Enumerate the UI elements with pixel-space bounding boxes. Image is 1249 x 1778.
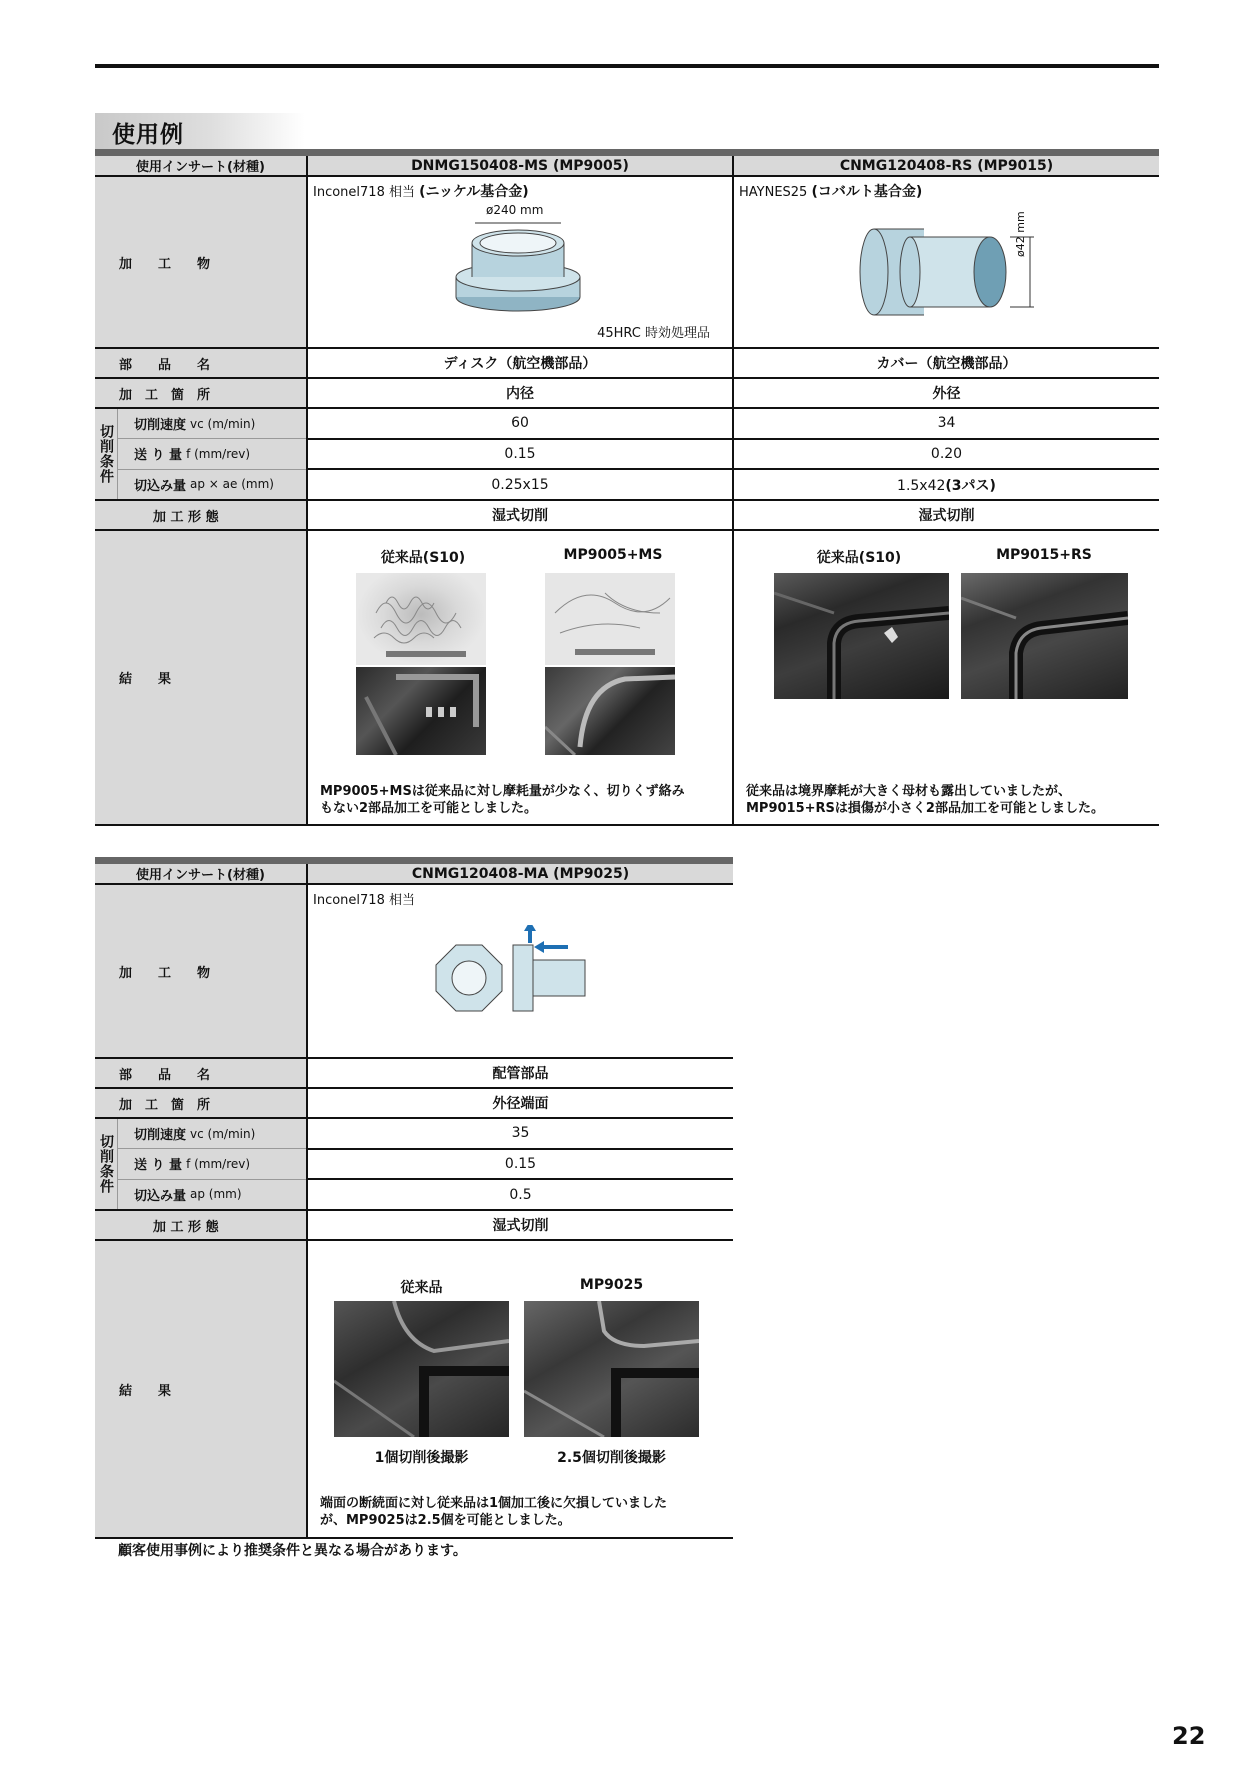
feed-label-2: [118, 1149, 306, 1179]
tool-photo-mp9015: [961, 573, 1128, 699]
depth-2: [733, 469, 1159, 500]
feed-label: [118, 439, 306, 469]
machining-area-3: 外径端面: [307, 1088, 733, 1118]
coolant-row: [95, 500, 1159, 530]
machining-area-label-2-text: 加 工 箇 所: [119, 1097, 211, 1113]
workpiece-row: [95, 176, 1159, 348]
result-comment-1-line-1: MP9005+MSは従来品に対し摩耗量が少なく、切りくず絡み: [320, 784, 685, 799]
depth-label-2-text: 切込み量: [134, 1188, 187, 1204]
workpiece-label: [95, 176, 307, 348]
coolant-label-text: 加 工 形 態: [153, 509, 219, 525]
photo-label-conventional-3: 従来品: [400, 1280, 443, 1296]
workpiece-material-1: [313, 181, 529, 201]
result-cell-1: [307, 530, 733, 825]
feed-unit: f (mm/rev): [186, 446, 251, 461]
machining-area-1: 内径: [307, 378, 733, 408]
section-title: 使用例: [112, 122, 184, 148]
depth-3: 0.5: [307, 1179, 733, 1210]
depth-unit-2: ap (mm): [190, 1187, 242, 1202]
material-note-2: (コバルト基合金): [811, 184, 923, 200]
part-name-label-2: [95, 1058, 307, 1088]
depth-label-text: 切込み量: [134, 478, 187, 494]
coolant-3: 湿式切削: [307, 1210, 733, 1240]
feed-label-text: 送 り 量: [134, 448, 183, 464]
part-name-1: ディスク（航空機部品）: [307, 348, 733, 378]
photo-label-mp9005: MP9005+MS: [563, 547, 663, 563]
insert-cnmg-ma: CNMG120408-MA (MP9025): [307, 861, 733, 885]
disk-illustration: [448, 215, 588, 315]
section-title-bar: [95, 113, 305, 149]
result-cell-2: [733, 530, 1159, 825]
part-name-3: 配管部品: [307, 1058, 733, 1088]
workpiece-cell-3: [307, 884, 733, 1058]
part-name-row: [95, 348, 1159, 378]
chip-photo-mp9005: [545, 573, 675, 665]
footnote: 顧客使用事例により推奨条件と異なる場合があります。: [118, 1543, 467, 1559]
result-comment-3-line-1: 端面の断続面に対し従来品は1個加工後に欠損していました: [320, 1496, 668, 1511]
depth-label-2: [118, 1180, 306, 1209]
vc-1: 60: [307, 408, 733, 439]
cutting-speed-unit-2: vc (m/min): [190, 1126, 256, 1141]
cutting-speed-label-text: 切削速度: [134, 418, 187, 434]
result-label-2-text: 結 果: [119, 1383, 172, 1399]
pipe-part-illustration: [418, 925, 598, 1035]
result-row-2: [95, 1240, 733, 1538]
depth-label: [118, 470, 306, 499]
result-cell-3: [307, 1240, 733, 1538]
machining-area-label-text: 加 工 箇 所: [119, 387, 211, 403]
vc-3: 35: [307, 1118, 733, 1149]
vc-2: 34: [733, 408, 1159, 439]
insert-cnmg-rs: CNMG120408-RS (MP9015): [733, 153, 1159, 177]
tool-photo-conventional-2: [774, 573, 949, 699]
photo-label-conventional-2: 従来品(S10): [816, 550, 902, 566]
result-label-2: [95, 1240, 307, 1538]
f-2: 0.20: [733, 439, 1159, 470]
feed-label-2-text: 送 り 量: [134, 1158, 183, 1174]
result-comment-3-line-2: が、MP9025は2.5個を可能としました。: [320, 1513, 571, 1528]
result-label-text: 結 果: [119, 672, 172, 687]
part-name-label: [95, 348, 307, 378]
insert-dnmg: DNMG150408-MS (MP9005): [307, 153, 733, 177]
cutting-conditions-vertical-2: [95, 1119, 118, 1209]
photo-label-conventional-1: 従来品(S10): [380, 550, 466, 566]
cutting-speed-label: [118, 409, 306, 439]
insert-label: 使用インサート(材種): [95, 153, 307, 177]
coolant-2: 湿式切削: [733, 500, 1159, 530]
cutting-speed-label-2-text: 切削速度: [134, 1128, 187, 1144]
cutting-conditions-2-text: 切削条件: [98, 1134, 114, 1194]
result-comment-3: [320, 1495, 667, 1529]
caption-mp9025: 2.5個切削後撮影: [557, 1450, 666, 1466]
result-comment-2-line-1: 従来品は境界摩耗が大きく母材も露出していましたが、: [746, 784, 1072, 799]
result-label: [95, 530, 307, 825]
usage-table-1: [95, 149, 1159, 826]
insert-label-2: 使用インサート(材種): [95, 861, 307, 885]
coolant-label-2-text: 加 工 形 態: [153, 1219, 219, 1235]
depth-unit: ap × ae (mm): [190, 477, 274, 492]
machining-area-label: [95, 378, 307, 408]
cutting-speed-row-2: [95, 1118, 733, 1149]
workpiece-row-2: [95, 884, 733, 1058]
cutting-conditions-label: [95, 408, 307, 500]
workpiece-label-2: [95, 884, 307, 1058]
workpiece-cell-2: [733, 176, 1159, 348]
feed-unit-2: f (mm/rev): [186, 1156, 251, 1171]
tool-photo-conventional-3: [334, 1301, 509, 1437]
depth-2-value: 1.5x42: [897, 477, 946, 494]
coolant-label-2: [95, 1210, 307, 1240]
cutting-conditions-label-2: [95, 1118, 307, 1210]
disk-dimension: ø240 mm: [486, 203, 544, 217]
photo-label-mp9025: MP9025: [579, 1277, 644, 1293]
workpiece-material-3: Inconel718 相当: [313, 893, 415, 908]
material-name-2: HAYNES25: [739, 185, 808, 200]
workpiece-label-2-text: 加 工 物: [119, 965, 211, 981]
result-comment-2: [746, 783, 1104, 817]
result-comment-2-line-2: MP9015+RSは損傷が小さく2部品加工を可能としました。: [746, 801, 1104, 816]
f-1: 0.15: [307, 439, 733, 470]
cover-dimension: ø42 mm: [1014, 211, 1027, 257]
machining-area-row-2: [95, 1088, 733, 1118]
page-number: 22: [1172, 1722, 1206, 1750]
coolant-label: [95, 500, 307, 530]
chip-photo-conventional: [356, 573, 486, 665]
machining-area-2: 外径: [733, 378, 1159, 408]
tool-photo-mp9005: [545, 667, 675, 755]
depth-1: 0.25x15: [307, 469, 733, 500]
photo-label-mp9015: MP9015+RS: [996, 547, 1092, 563]
cutting-conditions-text: 切削条件: [98, 424, 114, 484]
part-name-label-2-text: 部 品 名: [119, 1067, 211, 1083]
result-comment-1: [320, 783, 685, 817]
part-name-row-2: [95, 1058, 733, 1088]
f-3: 0.15: [307, 1149, 733, 1180]
treatment-note: 45HRC 時効処理品: [597, 326, 710, 341]
workpiece-cell-1: [307, 176, 733, 348]
workpiece-material-2: [739, 181, 922, 201]
usage-table-2: [95, 857, 733, 1539]
machining-area-label-2: [95, 1088, 307, 1118]
insert-row-2: [95, 861, 733, 885]
cutting-speed-unit: vc (m/min): [190, 416, 256, 431]
workpiece-label-text: 加 工 物: [119, 256, 211, 272]
top-rule: [95, 64, 1159, 68]
tool-photo-conventional: [356, 667, 486, 755]
depth-2-note: (3パス): [945, 477, 996, 494]
material-note-1: (ニッケル基合金): [419, 184, 529, 200]
machining-area-row: [95, 378, 1159, 408]
cutting-speed-label-2: [118, 1119, 306, 1149]
result-row: [95, 530, 1159, 825]
material-name-1: Inconel718 相当: [313, 185, 415, 200]
tool-photo-mp9025: [524, 1301, 699, 1437]
part-name-label-text: 部 品 名: [119, 357, 211, 373]
cutting-conditions-vertical: [95, 409, 118, 499]
insert-row: [95, 153, 1159, 177]
result-comment-1-line-2: もない2部品加工を可能としました。: [320, 801, 538, 816]
cutting-speed-row: [95, 408, 1159, 439]
coolant-row-2: [95, 1210, 733, 1240]
caption-conventional: 1個切削後撮影: [374, 1450, 469, 1466]
part-name-2: カバー（航空機部品）: [733, 348, 1159, 378]
coolant-1: 湿式切削: [307, 500, 733, 530]
